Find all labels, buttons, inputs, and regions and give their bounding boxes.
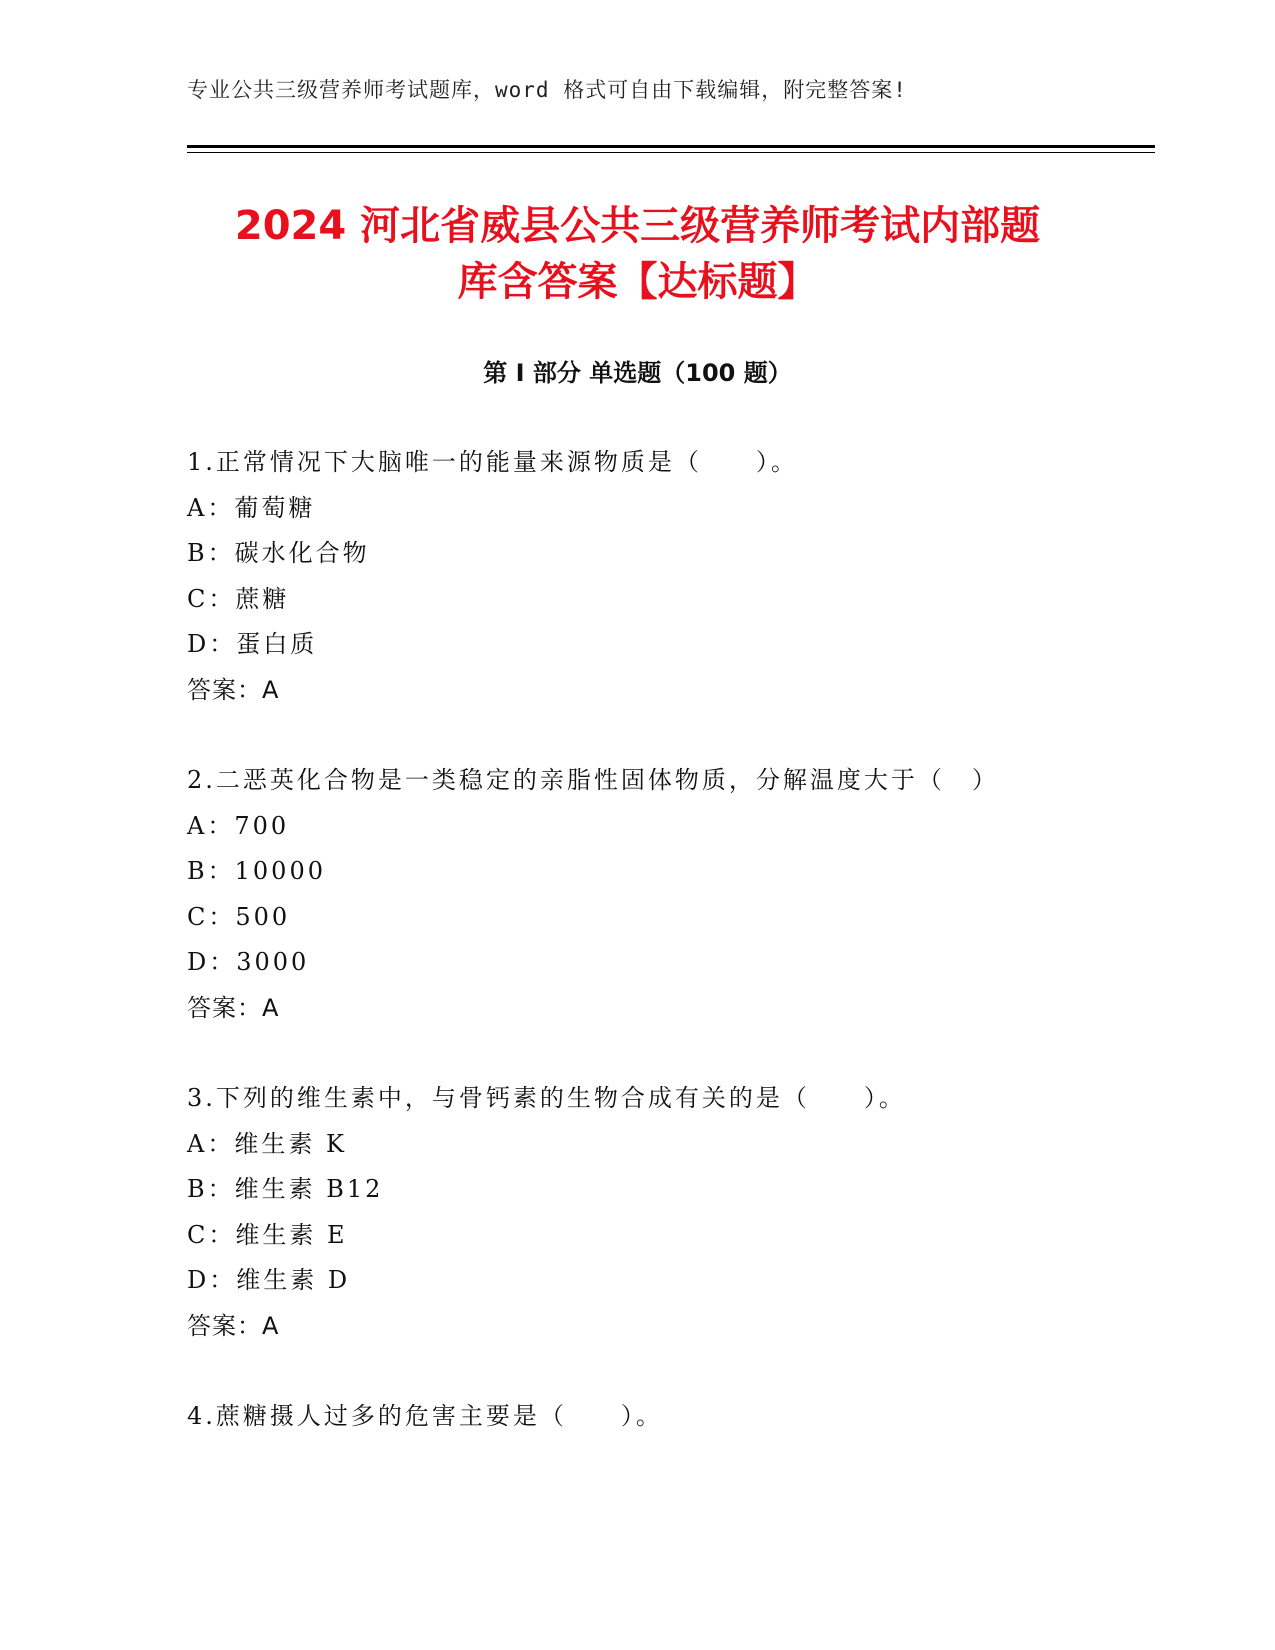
option-d: D：蛋白质 bbox=[187, 630, 318, 658]
question bbox=[187, 440, 1027, 713]
header-rule-thin bbox=[187, 152, 1155, 153]
option-b: B：10000 bbox=[187, 857, 326, 885]
option-a: A：维生素 K bbox=[187, 1129, 347, 1158]
question bbox=[187, 1076, 1027, 1349]
option-a: A：700 bbox=[187, 811, 290, 840]
title-line-2: 库含答案【达标题】 bbox=[457, 259, 818, 305]
option-b: B：碳水化合物 bbox=[187, 539, 370, 567]
option-c: C：蔗糖 bbox=[187, 584, 290, 613]
document-title bbox=[120, 198, 1155, 310]
option-c: C：维生素 E bbox=[187, 1220, 348, 1249]
option-a: A：葡萄糖 bbox=[187, 493, 316, 522]
option-b: B：维生素 B12 bbox=[187, 1175, 384, 1203]
question-stem: 3.下列的维生素中，与骨钙素的生物合成有关的是（ ）。 bbox=[187, 1084, 906, 1112]
question-stem: 4.蔗糖摄人过多的危害主要是（ ）。 bbox=[187, 1402, 663, 1430]
question bbox=[187, 758, 1027, 1031]
header-rule-thick bbox=[187, 145, 1155, 148]
question-stem: 2.二恶英化合物是一类稳定的亲脂性固体物质，分解温度大于（ ） bbox=[187, 766, 999, 794]
answer: 答案：A bbox=[187, 993, 280, 1022]
header-note: 专业公共三级营养师考试题库，word 格式可自由下载编辑，附完整答案! bbox=[187, 78, 907, 102]
question bbox=[187, 1394, 1027, 1440]
option-d: D：3000 bbox=[187, 948, 310, 976]
option-c: C：500 bbox=[187, 902, 291, 931]
option-d: D：维生素 D bbox=[187, 1266, 351, 1294]
question-stem: 1.正常情况下大脑唯一的能量来源物质是（ ）。 bbox=[187, 448, 798, 476]
answer: 答案：A bbox=[187, 1311, 280, 1340]
answer: 答案：A bbox=[187, 675, 280, 704]
section-heading: 第 I 部分 单选题（100 题） bbox=[483, 359, 792, 387]
question-list bbox=[187, 440, 1027, 1485]
title-line-1: 2024 河北省威县公共三级营养师考试内部题 bbox=[234, 203, 1041, 249]
